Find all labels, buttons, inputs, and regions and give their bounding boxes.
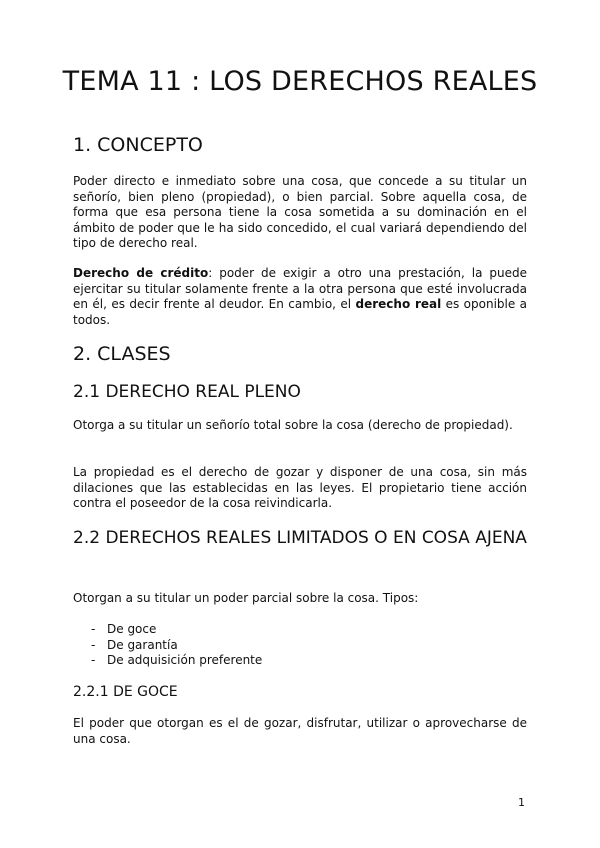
document-title: TEMA 11 : LOS DERECHOS REALES [62, 66, 538, 97]
bold-term-derecho-real: derecho real [355, 297, 442, 311]
subsection-heading-limitados: 2.2 DERECHOS REALES LIMITADOS O EN COSA AJENA [73, 528, 527, 548]
subsubsection-heading-goce: 2.2.1 DE GOCE [73, 684, 178, 700]
paragraph-derecho-credito [73, 266, 527, 328]
text-derecho-credito: : poder de exigir a otro una prestación, la puede ejercitar su titular solamente frente a la otra persona que esté involucrada en él, es decir frente al deudor. En cambio, el [73, 266, 527, 311]
paragraph-pleno-definicion: Otorga a su titular un señorío total sobre la cosa (derecho de propiedad). [73, 418, 513, 432]
section-heading-clases: 2. CLASES [73, 343, 171, 365]
list-item: - De garantía [73, 638, 262, 654]
paragraph-goce: El poder que otorgan es el de gozar, disfrutar, utilizar o aprovecharse de una cosa. [73, 716, 527, 746]
text-derecho-real: es oponible a todos. [73, 297, 527, 327]
page-number: 1 [518, 796, 525, 809]
list-item: - De goce [73, 622, 262, 638]
list-item: - De adquisición preferente [73, 653, 262, 669]
section-heading-concepto: 1. CONCEPTO [73, 134, 203, 156]
tipos-list [73, 622, 262, 669]
subsection-heading-pleno: 2.1 DERECHO REAL PLENO [73, 382, 301, 402]
paragraph-limitados-definicion: Otorgan a su titular un poder parcial sobre la cosa. Tipos: [73, 591, 419, 605]
paragraph-concepto-definicion: Poder directo e inmediato sobre una cosa, que concede a su titular un señorío, bien pleno (propiedad), o bien parcial. Sobre aquella cosa, de forma que esa persona tiene la cosa sometida a su dominación en el ámbito de poder que le ha sido concedido, el cual variará dependiendo del tipo de derecho real. [73, 174, 527, 250]
bold-term-derecho-credito: Derecho de crédito [73, 266, 209, 280]
paragraph-propiedad: La propiedad es el derecho de gozar y disponer de una cosa, sin más dilaciones que las establecidas en las leyes. El propietario tiene acción contra el poseedor de la cosa reivindicarla. [73, 465, 527, 510]
